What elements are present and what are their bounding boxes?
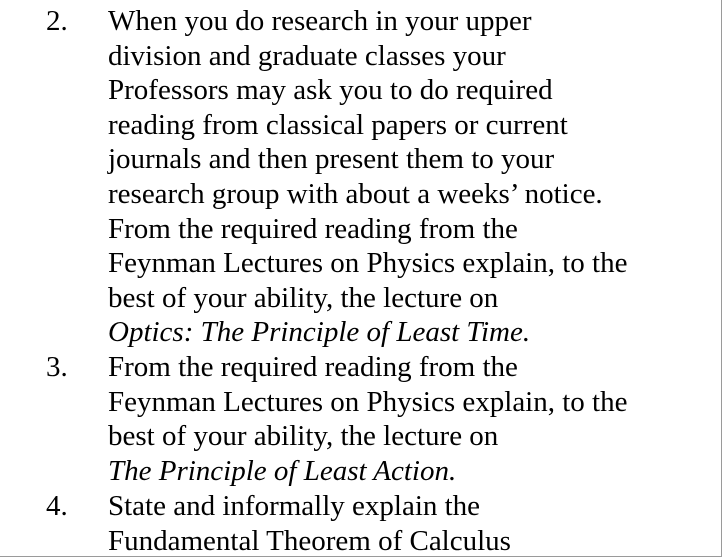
text-line: Feynman Lectures on Physics explain, to the bbox=[108, 385, 628, 418]
item-number: 3. bbox=[46, 351, 68, 383]
item-number: 4. bbox=[46, 490, 68, 522]
text-line: research group with about a weeks’ notice. bbox=[108, 177, 603, 210]
text-line: From the required reading from the bbox=[108, 212, 518, 245]
text-line: From the required reading from the bbox=[108, 351, 518, 383]
item-text bbox=[108, 489, 698, 557]
text-line: division and graduate classes your bbox=[108, 39, 506, 72]
text-line: best of your ability, the lecture on bbox=[108, 420, 499, 453]
lecture-title: The Principle of Least Action. bbox=[108, 454, 457, 487]
text-line: Fundamental Theorem of Calculus bbox=[108, 524, 511, 557]
text-line: Feynman Lectures on Physics explain, to the bbox=[108, 247, 628, 280]
item-text bbox=[108, 4, 698, 350]
text-line: reading from classical papers or current bbox=[108, 108, 568, 141]
item-text bbox=[108, 350, 698, 488]
text-line: When you do research in your upper bbox=[108, 5, 532, 37]
text-line: journals and then present them to your bbox=[108, 143, 555, 176]
text-line: State and informally explain the bbox=[108, 490, 481, 522]
text-line: best of your ability, the lecture on bbox=[108, 281, 499, 314]
item-number: 2. bbox=[46, 5, 68, 37]
text-line: Professors may ask you to do required bbox=[108, 74, 553, 107]
lecture-title: Optics: The Principle of Least Time. bbox=[108, 316, 531, 349]
